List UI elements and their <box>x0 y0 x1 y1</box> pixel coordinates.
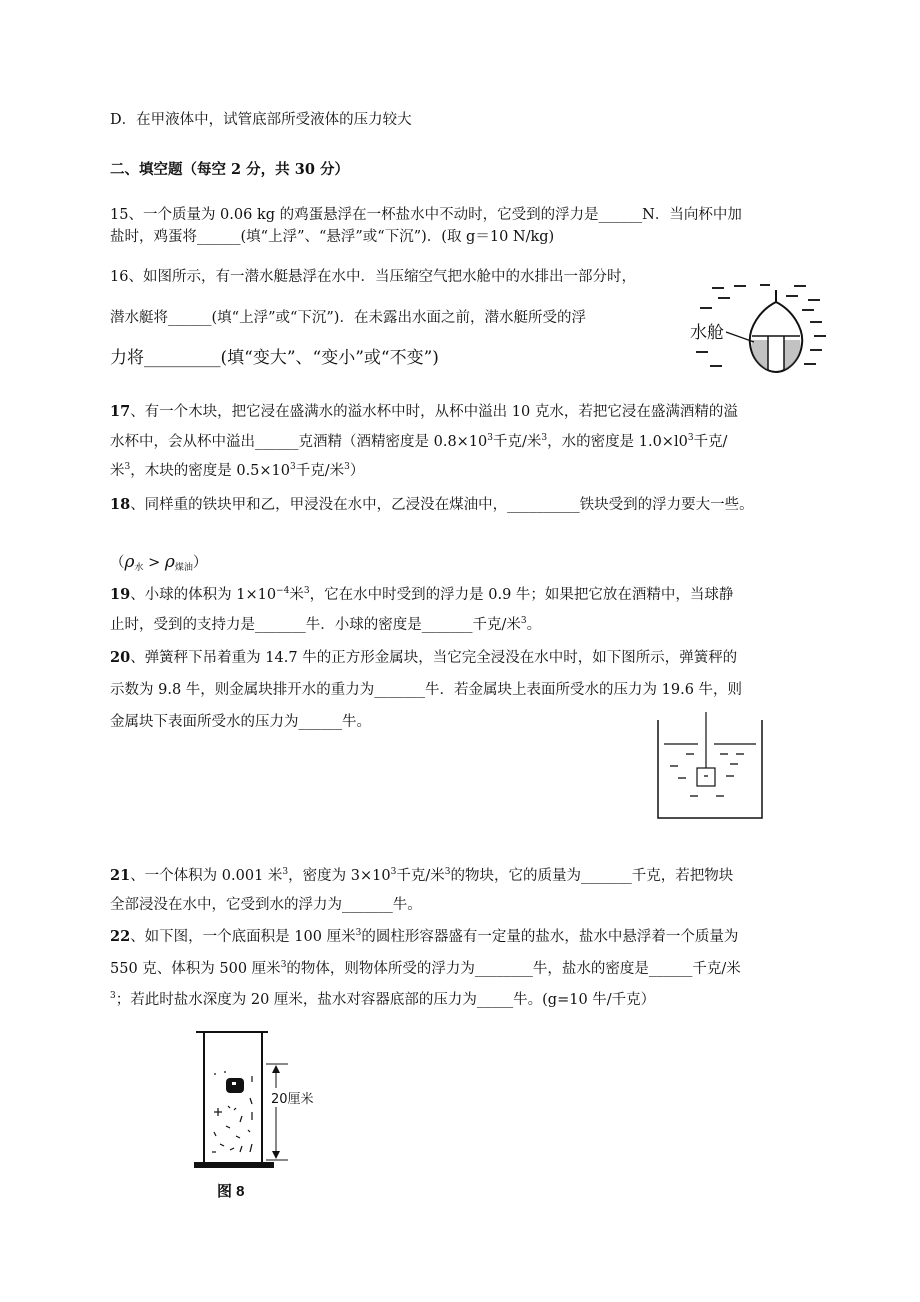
q21-line2: 全部浸没在水中，它受到水的浮力为_______牛。 <box>110 897 422 913</box>
q17-line1: 17、有一个木块，把它浸在盛满水的溢水杯中时，从杯中溢出 10 克水，若把它浸在盛满酒精的溢 <box>110 403 738 420</box>
q18-density-compare: $(\rho_水 > \rho_{煤油})$ <box>110 552 208 573</box>
q20-line2: 示数为 9.8 牛，则金属块排开水的重力为_______牛．若金属块上表面所受水的压力为 19.6 牛，则 <box>110 682 743 698</box>
submarine-label: 水舱 <box>690 323 724 343</box>
q16-line1: 16、如图所示，有一潜水艇悬浮在水中．当压缩空气把水舱中的水排出一部分时， <box>110 269 636 285</box>
section-title: 二、填空题（每空 2 分，共 30 分） <box>110 161 349 178</box>
spring-scale-figure <box>650 710 770 822</box>
q15-line1: 15、一个质量为 0.06 kg 的鸡蛋悬浮在一杯盐水中不动时，它受到的浮力是______N．当向杯中加 <box>110 207 742 223</box>
q18-line1: 18、同样重的铁块甲和乙，甲浸没在水中，乙浸没在煤油中，__________铁块受到的浮力要大一些。 <box>110 496 754 513</box>
q22-line1: 22、如下图，一个底面积是 100 厘米$^3$的圆柱形容器盛有一定量的盐水，盐水中悬浮着一个质量为 <box>110 928 739 945</box>
q16-line2: 潜水艇将______(填“上浮”或“下沉”)．在未露出水面之前，潜水艇所受的浮 <box>110 310 586 326</box>
q21-line1: 21、一个体积为 0.001 米$^3$，密度为 $3\times 10^3$千克/米$^3$的物块，它的质量为_______千克，若把物块 <box>110 867 734 884</box>
q15-line2: 盐时，鸡蛋将______(填“上浮”、“悬浮”或“下沉”)．(取 g＝10 N/kg) <box>110 229 555 245</box>
q17-line2: 水杯中，会从杯中溢出______克酒精（酒精密度是 $0.8\times 10^3$千克/米$^3$，水的密度是 $1.0\times l0^3$千克/ <box>110 433 728 450</box>
q19-line1: 19、小球的体积为 $1\times 10^{-4}$米$^3$，它在水中时受到的浮力是 0.9 牛；如果把它放在酒精中，当球静 <box>110 586 734 603</box>
figure-caption: 图 8 <box>217 1183 245 1200</box>
q20-line3: 金属块下表面所受水的压力为______牛。 <box>110 714 371 730</box>
depth-label: 20厘米 <box>270 1088 315 1107</box>
q22-line3: $^3$；若此时盐水深度为 20 厘米，盐水对容器底部的压力为_____牛。(g=10 牛/千克） <box>110 991 656 1008</box>
q22-line2: 550 克、体积为 500 厘米$^3$的物体，则物体所受的浮力为________牛，盐水的密度是______千克/米 <box>110 960 741 977</box>
option-d: D．在甲液体中，试管底部所受液体的压力较大 <box>110 112 412 128</box>
submarine-figure <box>690 280 835 380</box>
container-figure <box>190 1028 330 1170</box>
q19-line2: 止时，受到的支持力是_______牛．小球的密度是_______千克/米$^3$。 <box>110 616 542 633</box>
q16-line3: 力将_________(填“变大”、“变小”或“不变”) <box>110 348 439 368</box>
q20-line1: 20、弹簧秤下吊着重为 14.7 牛的正方形金属块，当它完全浸没在水中时，如下图所示，弹簧秤的 <box>110 649 738 666</box>
q17-line3: 米$^3$，木块的密度是 $0.5\times 10^3$千克/米$^3$） <box>110 462 365 479</box>
